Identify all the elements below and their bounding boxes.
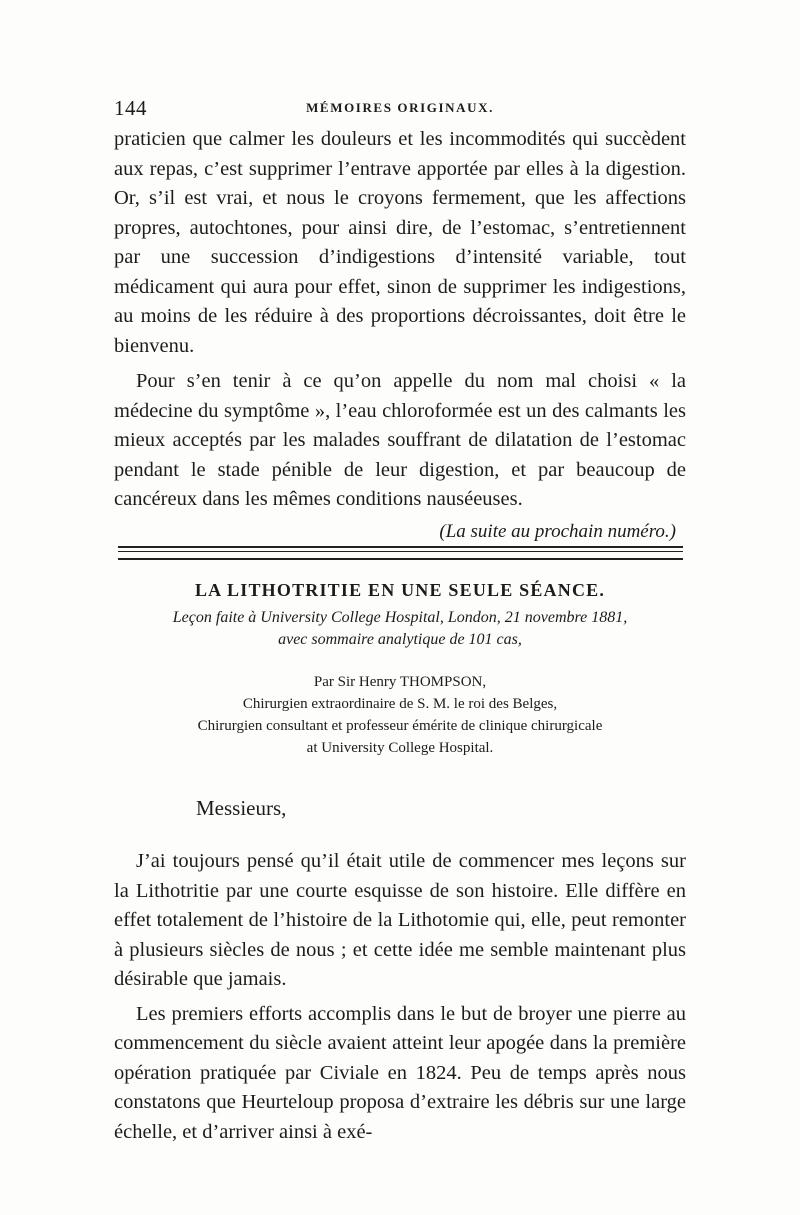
article-title: LA LITHOTRITIE EN UNE SEULE SÉANCE. xyxy=(194,580,606,600)
divider-rule xyxy=(118,558,683,560)
article-body xyxy=(114,847,686,1147)
running-head xyxy=(114,96,686,120)
previous-article-text xyxy=(114,125,686,546)
article-subtitle-line: avec sommaire analytique de 101 cas, xyxy=(278,631,522,648)
salutation: Messieurs, xyxy=(196,796,287,820)
divider-rule xyxy=(118,551,683,552)
page-number: 144 xyxy=(114,96,147,120)
article-subtitle-line: Leçon faite à University College Hospital, London, 21 novembre 1881, xyxy=(172,609,628,626)
author-role: Chirurgien consultant et professeur émérite de clinique chirurgicale xyxy=(197,718,603,734)
paragraph: Les premiers efforts accomplis dans le but de broyer une pierre au commencement du siècle avaient atteint leur apogée dans la première opération pratiquée par Civiale en 1824. Peu de temps après nous constatons que Heurteloup proposa d’extraire les débris sur une large échelle, et d’arriver ainsi à exé- xyxy=(114,1002,686,1143)
paragraph: Pour s’en tenir à ce qu’on appelle du nom mal choisi « la médecine du symptôme », l’eau chloroformée est un des calmants les mieux acceptés par les malades souffrant de dilatation de l’estomac pendant le stade pénible de leur digestion, et par beaucoup de cancéreux dans les mêmes conditions nauséeuses. xyxy=(114,370,686,510)
article-header xyxy=(114,580,686,759)
paragraph: praticien que calmer les douleurs et les incommodités qui succèdent aux repas, c’est supprimer l’entrave apportée par elles à la digestion. Or, s’il est vrai, et nous le croyons fermement, que les affections propres, autochtones, pour ainsi dire, de l’estomac, s’entretiennent par une succession d’indigestions d’intensité variable, tout médicament qui aura pour effet, sinon de supprimer les indigestions, au moins de les réduire à des proportions décroissantes, doit être le bienvenu. xyxy=(114,128,686,357)
author-role: at University College Hospital. xyxy=(306,740,494,756)
author-role: Chirurgien extraordinaire de S. M. le roi des Belges, xyxy=(242,696,558,712)
paragraph: J’ai toujours pensé qu’il était utile de commencer mes leçons sur la Lithotritie par une courte esquisse de son histoire. Elle diffère en effet totalement de l’histoire de la Lithotomie qui, elle, peut remonter à plusieurs siècles de nous ; et cette idée me semble maintenant plus désirable que jamais. xyxy=(114,850,686,990)
author-name: Par Sir Henry THOMPSON, xyxy=(313,674,487,690)
divider-rule xyxy=(118,546,683,548)
author-block xyxy=(114,671,686,759)
continuation-note: (La suite au prochain numéro.) xyxy=(439,520,676,542)
running-title: MÉMOIRES ORIGINAUX. xyxy=(306,100,494,115)
